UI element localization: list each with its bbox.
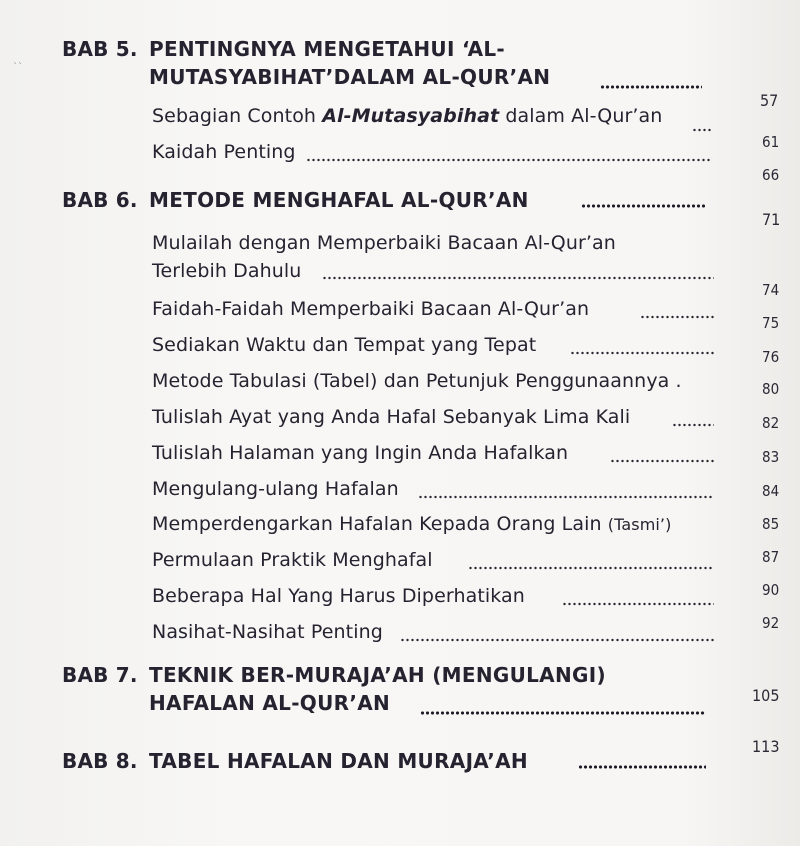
chapter-title: TABEL HAFALAN DAN MURAJA’AH xyxy=(149,749,528,773)
chapter-title-line1: TEKNIK BER-MURAJA’AH (MENGULANGI) xyxy=(149,663,606,687)
toc-subentry: Sediakan Waktu dan Tempat yang Tepat xyxy=(152,334,537,356)
chapter-title-line2: MUTASYABIHAT’DALAM AL-QUR’AN xyxy=(149,65,551,89)
page-number: 61 xyxy=(762,133,780,151)
margin-mark: `` xyxy=(13,62,23,73)
page-number: 83 xyxy=(762,448,780,466)
dot-leader xyxy=(600,85,702,89)
chapter-number: BAB 6. xyxy=(62,188,138,212)
chapter-number: BAB 7. xyxy=(62,663,138,687)
page-number: 66 xyxy=(762,166,780,184)
toc-subentry: Mulailah dengan Memperbaiki Bacaan Al-Qur’an xyxy=(152,232,616,254)
page-number: 76 xyxy=(762,348,780,366)
dot-leader xyxy=(610,459,714,463)
page-number: 75 xyxy=(762,314,780,332)
subentry-emphasis: Al-Mutasyabihat xyxy=(322,105,500,127)
subentry-text: Memperdengarkan Hafalan Kepada Orang Lain xyxy=(152,513,602,535)
page-number: 71 xyxy=(762,210,781,229)
dot-leader xyxy=(562,602,714,606)
dot-leader xyxy=(418,495,714,499)
toc-subentry: Faidah-Faidah Memperbaiki Bacaan Al-Qur’an xyxy=(152,298,590,320)
page-number: 113 xyxy=(752,737,780,756)
chapter-title: METODE MENGHAFAL AL-QUR’AN xyxy=(149,188,529,212)
toc-subentry: Metode Tabulasi (Tabel) dan Petunjuk Penggunaannya . xyxy=(152,370,682,392)
toc-subentry: Mengulang-ulang Hafalan xyxy=(152,478,399,500)
toc-subentry: Beberapa Hal Yang Harus Diperhatikan xyxy=(152,585,525,607)
dot-leader xyxy=(640,315,714,319)
toc-subentry-cont: Terlebih Dahulu xyxy=(152,260,302,282)
dot-leader xyxy=(400,638,714,642)
dot-leader xyxy=(420,711,706,715)
chapter-number: BAB 5. xyxy=(62,37,138,61)
toc-subentry: Nasihat-Nasihat Penting xyxy=(152,621,383,643)
subentry-text: dalam Al-Qur’an xyxy=(499,105,663,127)
dot-leader xyxy=(306,158,712,162)
toc-subentry: Tulislah Ayat yang Anda Hafal Sebanyak Lima Kali xyxy=(152,406,631,428)
toc-subentry xyxy=(152,105,662,127)
dot-leader xyxy=(672,423,714,427)
page-number: 92 xyxy=(762,614,780,632)
page-number: 105 xyxy=(752,686,780,705)
toc-subentry: Kaidah Penting xyxy=(152,141,296,163)
dot-leader xyxy=(322,276,714,280)
toc-subentry: Permulaan Praktik Menghafal xyxy=(152,549,433,571)
toc-entry-bab8 xyxy=(62,749,722,779)
page-number: 82 xyxy=(762,414,780,432)
chapter-title-line2: HAFALAN AL-QUR’AN xyxy=(149,691,391,715)
dot-leader xyxy=(570,351,714,355)
page-number: 90 xyxy=(762,581,780,599)
dot-leader xyxy=(692,128,712,132)
toc-subentry xyxy=(152,513,671,535)
page-number: 85 xyxy=(762,515,780,533)
dot-leader xyxy=(581,204,705,208)
page-number: 87 xyxy=(762,548,780,566)
page-number: 80 xyxy=(762,380,780,398)
dot-leader xyxy=(468,566,714,570)
page-number: 74 xyxy=(762,281,780,299)
dot-leader xyxy=(578,765,706,769)
toc-subentry: Tulislah Halaman yang Ingin Anda Hafalkan xyxy=(152,442,569,464)
page-number: 57 xyxy=(760,91,779,110)
subentry-text: Sebagian Contoh xyxy=(152,105,323,127)
toc-entry-bab6 xyxy=(62,188,722,218)
subentry-extra: (Tasmi’) xyxy=(607,515,672,534)
page-number: 84 xyxy=(762,482,780,500)
chapter-number: BAB 8. xyxy=(62,749,138,773)
chapter-title-line1: PENTINGNYA MENGETAHUI ‘AL- xyxy=(149,37,506,61)
